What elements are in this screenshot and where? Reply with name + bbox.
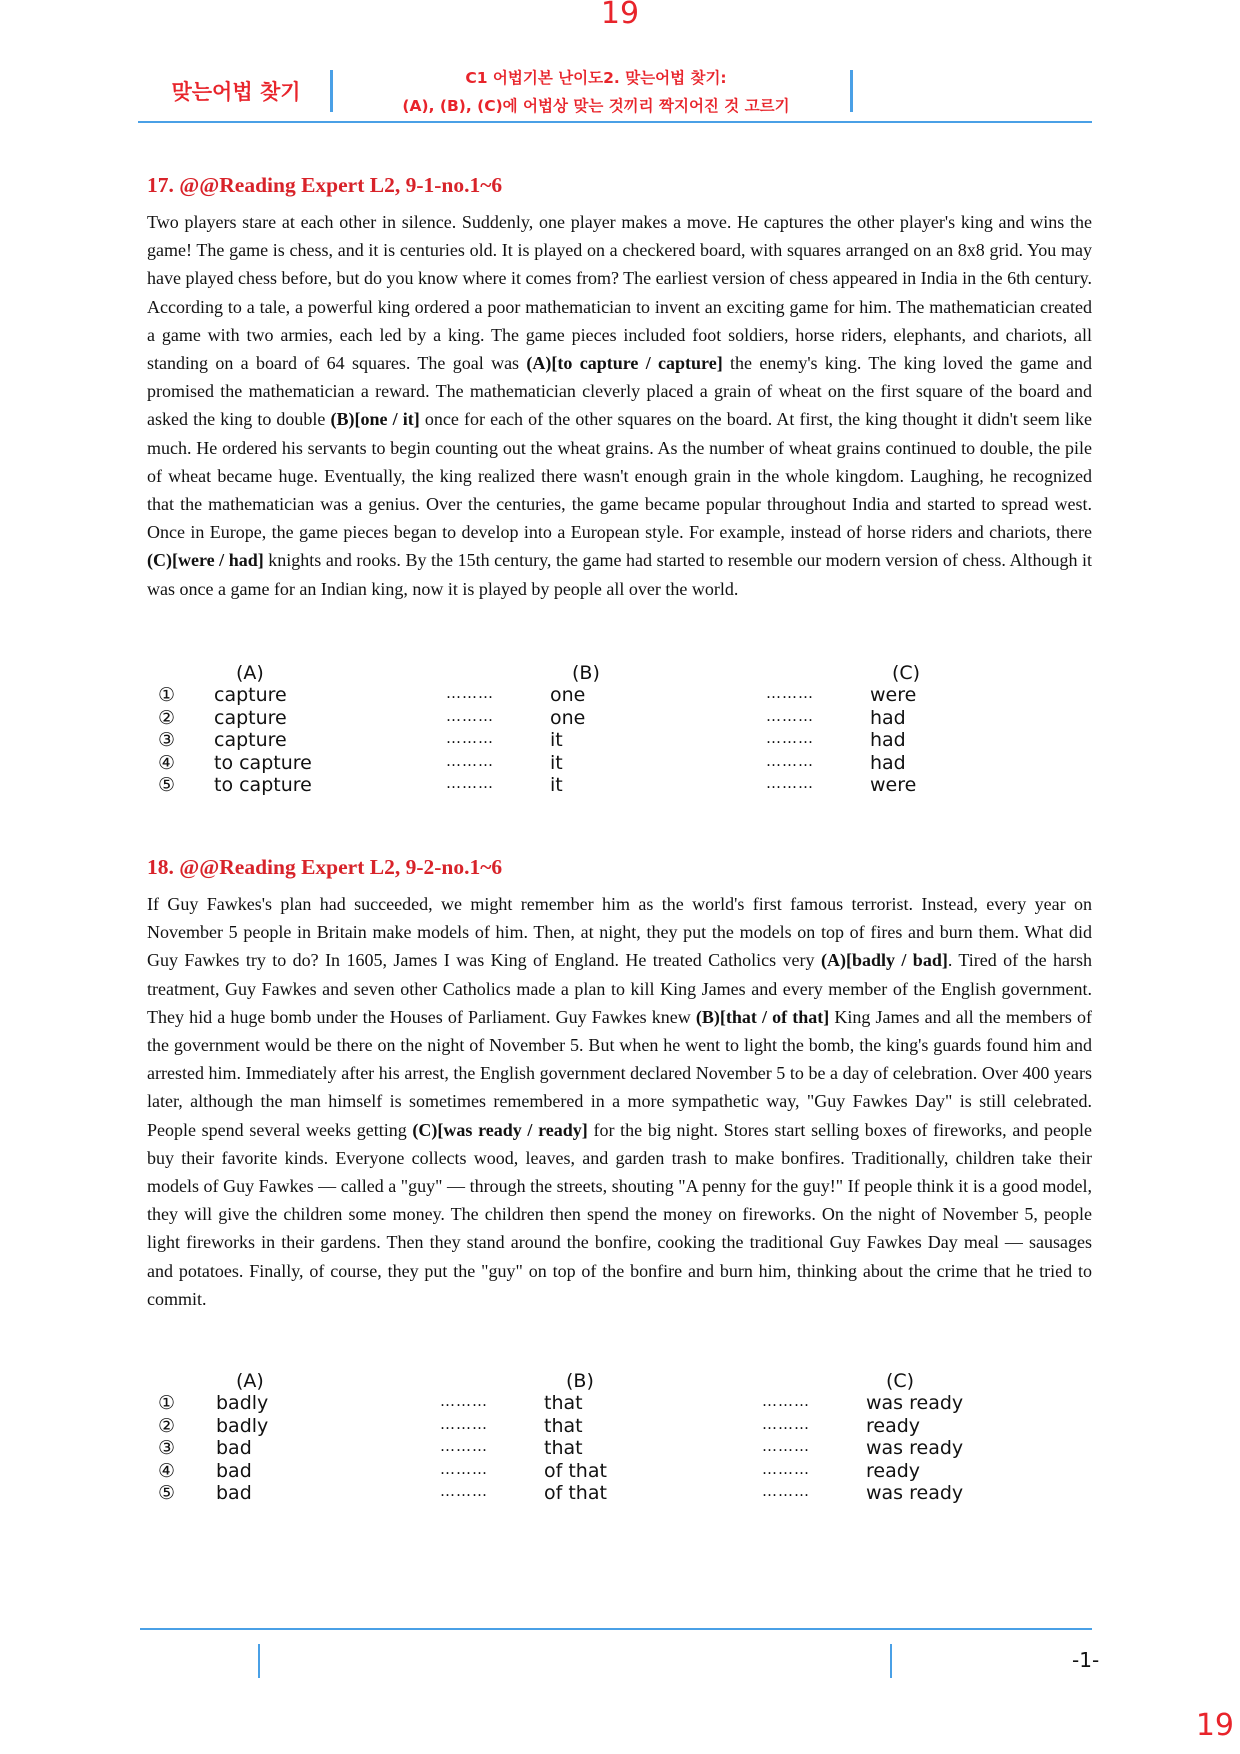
- option-a-value: capture: [214, 684, 287, 706]
- passage-text: Two players stare at each other in silence. Suddenly, one player makes a move. He captures the other player's king and wins the game! The game is chess, and it is centuries old. It is played on a checkered board, with squares arranged on an 8x8 grid. You may have played chess before, but do you know where it comes from? The earliest version of chess appeared in India in the 6th century. According to a tale, a powerful king ordered a poor mathematician to invent an exciting game for him. The mathematician created a game with two armies, each led by a king. The game pieces included foot soldiers, horse riders, elephants, and chariots, all standing on a board of 64 squares. The goal was: [147, 212, 1092, 374]
- option-dots: ………: [762, 1392, 810, 1410]
- option-c-value: was ready: [866, 1482, 964, 1504]
- option-dots: ………: [766, 706, 814, 725]
- option-dots: ………: [446, 774, 494, 792]
- option-dots: ………: [446, 706, 494, 725]
- option-c-value: ready: [866, 1414, 921, 1437]
- option-dots: ………: [440, 1482, 488, 1500]
- option-a-value: to capture: [214, 774, 312, 796]
- passage-text: King James and all the members of the government would be there on the night of November 5. But when he went to light the bomb, the king's guards found him and arrested him. Immediately after his arrest, the English government declared November 5 to be a day of celebration. Over 400 years later, although the man himself is sometimes remembered in a more sympathetic way, "Guy Fawkes Day" is still celebrated. People spend several weeks getting: [147, 1006, 1093, 1140]
- option-b-value: of that: [544, 1482, 607, 1504]
- column-header-a: (A): [236, 1370, 264, 1392]
- blank-b: (B)[one / it]: [330, 409, 420, 430]
- option-c-value: was ready: [866, 1437, 964, 1459]
- footer-divider-right: [890, 1644, 892, 1678]
- option-dots: ………: [446, 684, 494, 702]
- blank-b: (B)[that / of that]: [695, 1006, 830, 1027]
- option-a-value: bad: [216, 1459, 252, 1482]
- blank-a: (A)[to capture / capture]: [526, 353, 723, 374]
- question-18-title: 18. @@Reading Expert L2, 9-2-no.1~6: [147, 855, 503, 879]
- option-number[interactable]: ⑤: [158, 774, 176, 796]
- option-dots: ………: [766, 774, 814, 792]
- question-17-passage: [147, 208, 1092, 603]
- option-number[interactable]: ②: [158, 1414, 176, 1437]
- footer-rule: [140, 1628, 1092, 1630]
- column-header-b: (B): [572, 662, 600, 684]
- option-number[interactable]: ①: [158, 684, 176, 706]
- option-b-value: it: [550, 774, 563, 796]
- header-divider-left: [330, 70, 333, 112]
- column-header-c: (C): [886, 1370, 915, 1392]
- option-b-value: it: [550, 729, 563, 751]
- option-dots: ………: [762, 1414, 810, 1433]
- header-divider-right: [850, 70, 853, 112]
- option-a-value: capture: [214, 706, 287, 729]
- column-header-a: (A): [236, 662, 264, 684]
- option-a-value: bad: [216, 1482, 252, 1504]
- option-c-value: were: [870, 774, 917, 796]
- option-a-value: capture: [214, 729, 287, 751]
- passage-text: the enemy's king. The king loved the game and promised the mathematician a reward. The mathematician cleverly placed a grain of wheat on the first square of the board and asked the king to double: [147, 353, 1092, 430]
- question-17-options: [0, 662, 1240, 802]
- option-a-value: badly: [216, 1414, 269, 1437]
- option-dots: ………: [762, 1482, 810, 1500]
- option-c-value: was ready: [866, 1392, 964, 1414]
- header-description: [336, 64, 856, 120]
- option-c-value: had: [870, 729, 906, 751]
- page-number-corner: 19: [1195, 1708, 1234, 1743]
- blank-c: (C)[were / had]: [147, 550, 264, 571]
- option-number[interactable]: ⑤: [158, 1482, 176, 1504]
- blank-a: (A)[badly / bad]: [820, 950, 948, 971]
- option-number[interactable]: ③: [158, 1437, 176, 1459]
- option-dots: ………: [766, 729, 814, 747]
- option-dots: ………: [440, 1459, 488, 1478]
- blank-c: (C)[was ready / ready]: [412, 1119, 588, 1140]
- option-number[interactable]: ④: [158, 751, 176, 774]
- option-dots: ………: [766, 684, 814, 702]
- option-a-value: badly: [216, 1392, 269, 1414]
- option-dots: ………: [446, 729, 494, 747]
- footer-page-label: -1-: [1072, 1648, 1100, 1672]
- option-dots: ………: [440, 1392, 488, 1410]
- option-b-value: it: [550, 751, 563, 774]
- option-b-value: that: [544, 1414, 583, 1437]
- option-dots: ………: [766, 751, 814, 770]
- option-b-value: of that: [544, 1459, 607, 1482]
- question-17-title: 17. @@Reading Expert L2, 9-1-no.1~6: [147, 173, 503, 197]
- passage-text: If Guy Fawkes's plan had succeeded, we might remember him as the world's first famous terrorist. Instead, every year on November 5 people in Britain make models of him. Then, at night, they put the models on top of fires and burn them. What did Guy Fawkes try to do? In 1605, James I was King of England. He treated Catholics very: [147, 894, 1092, 971]
- passage-text: knights and rooks. By the 15th century, the game had started to resemble our modern version of chess. Although it was once a game for an Indian king, now it is played by people all over the world.: [147, 550, 1092, 599]
- header-description-line1: C1 어법기본 난이도2. 맞는어법 찾기:: [465, 69, 727, 87]
- passage-text: for the big night. Stores start selling boxes of fireworks, and people buy their favorite kinds. Everyone collects wood, leaves, and garden trash to make bonfires. Traditionally, children take their models of Guy Fawkes — called a "guy" — through the streets, shouting "A penny for the guy!" If people think it is a good model, they will give the children some money. The children then spend the money on fireworks. On the night of November 5, people light fireworks in their gardens. Then they stand around the bonfire, cooking the traditional Guy Fawkes Day meal — sausages and potatoes. Finally, of course, they put the "guy" on top of the bonfire and burn him, thinking about the crime that he tried to commit.: [147, 1119, 1092, 1309]
- option-dots: ………: [440, 1437, 488, 1455]
- passage-text: once for each of the other squares on the board. At first, the king thought it didn't seem like much. He ordered his servants to begin counting out the wheat grains. As the number of wheat grains continued to double, the pile of wheat became huge. Eventually, the king realized there wasn't enough grain in the whole kingdom. Laughing, he recognized that the mathematician was a genius. Over the centuries, the game became popular throughout India and started to spread west. Once in Europe, the game pieces began to develop into a European style. For example, instead of horse riders and chariots, there: [147, 409, 1093, 543]
- option-c-value: ready: [866, 1459, 921, 1482]
- question-18-options: [0, 1370, 1240, 1510]
- option-dots: ………: [446, 751, 494, 770]
- option-number[interactable]: ②: [158, 706, 176, 729]
- header-rule: [138, 121, 1092, 123]
- option-number[interactable]: ①: [158, 1392, 176, 1414]
- footer-divider-left: [258, 1644, 260, 1678]
- page-number-top: 19: [600, 0, 640, 31]
- header-category-label: 맞는어법 찾기: [171, 80, 301, 104]
- option-a-value: bad: [216, 1437, 252, 1459]
- option-b-value: one: [550, 706, 586, 729]
- option-b-value: that: [544, 1437, 583, 1459]
- option-number[interactable]: ④: [158, 1459, 176, 1482]
- option-c-value: had: [870, 751, 906, 774]
- option-b-value: one: [550, 684, 586, 706]
- option-dots: ………: [762, 1437, 810, 1455]
- option-b-value: that: [544, 1392, 583, 1414]
- option-a-value: to capture: [214, 751, 312, 774]
- option-dots: ………: [440, 1414, 488, 1433]
- option-dots: ………: [762, 1459, 810, 1478]
- passage-text: . Tired of the harsh treatment, Guy Fawkes and seven other Catholics made a plan to kill King James and every member of the English government. They hid a huge bomb under the Houses of Parliament. Guy Fawkes knew: [147, 950, 1092, 1027]
- option-c-value: had: [870, 706, 906, 729]
- option-c-value: were: [870, 684, 917, 706]
- header-description-line2: (A), (B), (C)에 어법상 맞는 것끼리 짝지어진 것 고르기: [402, 97, 790, 115]
- question-18-passage: [147, 890, 1092, 1313]
- option-number[interactable]: ③: [158, 729, 176, 751]
- column-header-c: (C): [892, 662, 921, 684]
- column-header-b: (B): [566, 1370, 594, 1392]
